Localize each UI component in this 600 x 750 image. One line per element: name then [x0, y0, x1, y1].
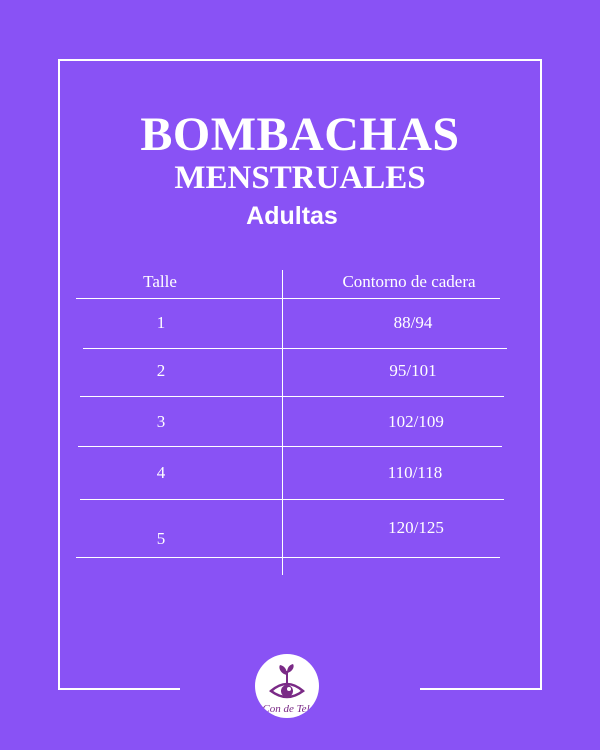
- talle-cell: 2: [156, 361, 166, 380]
- audience-label: Adultas: [246, 202, 338, 230]
- contorno-cell: 88/94: [393, 313, 433, 332]
- table-row-divider: [76, 557, 500, 558]
- contorno-cell: 120/125: [388, 518, 444, 537]
- contorno-cell: 95/101: [389, 361, 437, 380]
- column-header-contorno: Contorno de cadera: [342, 272, 476, 291]
- table-row-divider: [78, 446, 502, 447]
- talle-cell: 4: [156, 463, 166, 482]
- eye-icon: [271, 684, 303, 697]
- frame-bottom-left-border: [58, 688, 180, 690]
- contorno-cell: 102/109: [388, 412, 444, 431]
- frame-top-border: [58, 59, 542, 61]
- page-title: BOMBACHAS: [140, 108, 460, 161]
- page-subtitle: MENSTRUALES: [174, 160, 426, 196]
- logo-wordmark: Con de Tel: [262, 703, 310, 715]
- column-header-talle: Talle: [143, 272, 177, 291]
- frame-bottom-right-border: [420, 688, 542, 690]
- table-row-divider: [80, 396, 504, 397]
- talle-cell: 1: [156, 313, 166, 332]
- contorno-cell: 110/118: [387, 463, 443, 482]
- brand-logo: [255, 654, 319, 718]
- table-row-divider: [76, 298, 500, 299]
- brand-logo-graphic: [255, 654, 319, 718]
- sprout-icon: [279, 664, 293, 684]
- table-column-divider: [282, 270, 283, 575]
- table-row-divider: [83, 348, 507, 349]
- talle-cell: 5: [156, 529, 166, 548]
- table-row-divider: [80, 499, 504, 500]
- talle-cell: 3: [156, 412, 166, 431]
